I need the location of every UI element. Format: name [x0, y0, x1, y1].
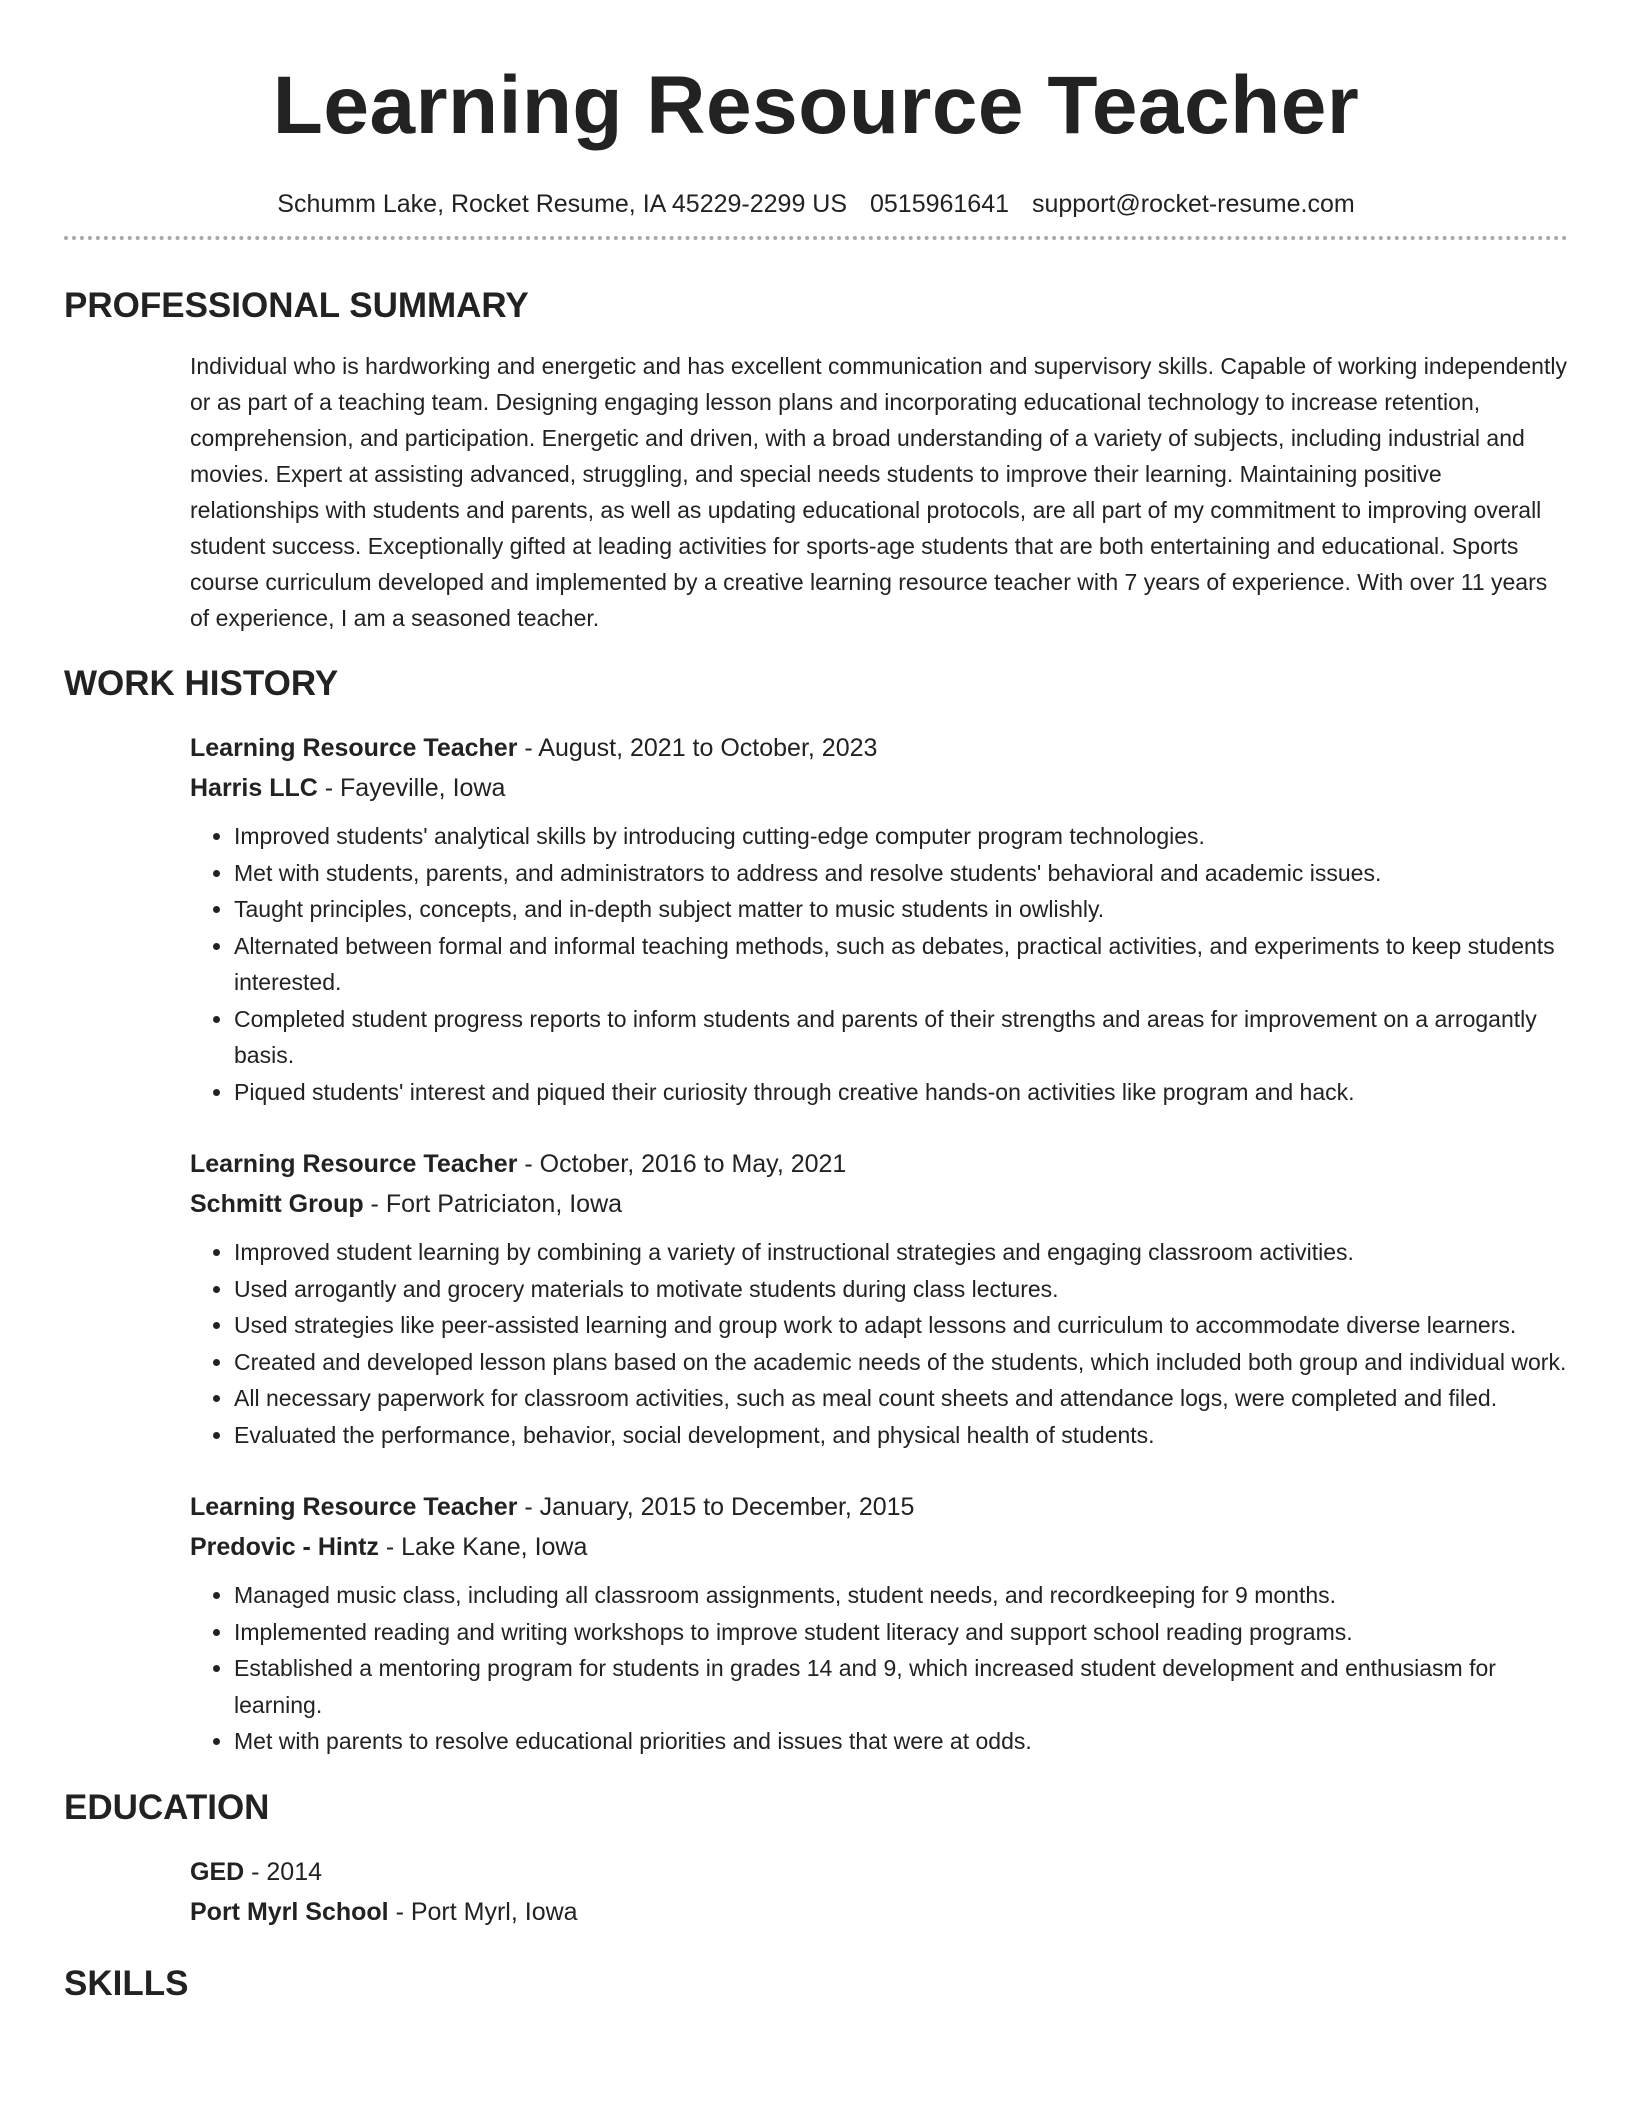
job-dates: - October, 2016 to May, 2021	[517, 1150, 847, 1178]
education-location: - Port Myrl, Iowa	[388, 1897, 578, 1926]
education-school-line	[190, 1892, 1568, 1932]
job-role: Learning Resource Teacher	[190, 734, 518, 762]
education-entry	[190, 1852, 1568, 1932]
skills-section	[64, 1962, 1568, 2006]
job-bullet: • Piqued students' interest and piqued their curiosity through creative hands-on activities like program and hack.	[234, 1074, 1568, 1111]
job-bullet: • Created and developed lesson plans based on the academic needs of the students, which included both group and individual work.	[234, 1344, 1568, 1381]
contact-phone: 0515961641	[869, 190, 1010, 218]
job-company-line	[190, 1184, 1568, 1224]
job-entry	[190, 728, 1568, 1110]
job-bullet: • Taught principles, concepts, and in-depth subject matter to music students in owlishly.	[234, 891, 1568, 928]
job-role: Learning Resource Teacher	[190, 1493, 518, 1521]
job-company-line	[190, 1527, 1568, 1567]
job-bullet: • Improved students' analytical skills by introducing cutting-edge computer program technologies.	[234, 818, 1568, 855]
education-degree: GED	[190, 1857, 245, 1886]
job-entry	[190, 1487, 1568, 1760]
header-divider	[64, 236, 1568, 240]
education-section	[64, 1786, 1568, 1932]
job-title-line	[190, 1144, 1568, 1184]
job-dates: - January, 2015 to December, 2015	[517, 1493, 915, 1521]
job-dates: - August, 2021 to October, 2023	[517, 734, 878, 762]
summary-text: Individual who is hardworking and energetic and has excellent communication and supervisory skills. Capable of working independently or as part of a teaching team. Designing engaging lesson plans and incorporating educational technology to increase retention, comprehension, and participation. Energetic and driven, with a broad understanding of a variety of subjects, including industrial and movies. Expert at assisting advanced, struggling, and special needs students to improve their learning. Maintaining positive relationships with students and parents, as well as updating educational protocols, are all part of my commitment to improving overall student success. Exceptionally gifted at leading activities for sports-age students that are both entertaining and educational. Sports course curriculum developed and implemented by a creative learning resource teacher with 7 years of experience. With over 11 years of experience, I am a seasoned teacher.	[190, 353, 1567, 631]
job-bullet: • Used arrogantly and grocery materials to motivate students during class lectures.	[234, 1271, 1568, 1308]
job-role: Learning Resource Teacher	[190, 1150, 518, 1178]
job-location: - Fort Patriciaton, Iowa	[363, 1190, 623, 1218]
job-bullet: • Completed student progress reports to inform students and parents of their strengths and areas for improvement on a arrogantly basis.	[234, 1001, 1568, 1074]
job-entry	[190, 1144, 1568, 1453]
job-bullet: • Alternated between formal and informal teaching methods, such as debates, practical activities, and experiments to keep students interested.	[234, 928, 1568, 1001]
summary-heading: PROFESSIONAL SUMMARY	[64, 286, 529, 325]
summary-section	[64, 284, 1568, 636]
job-bullet: • Evaluated the performance, behavior, social development, and physical health of students.	[234, 1417, 1568, 1454]
contact-line	[64, 188, 1568, 220]
skills-heading: SKILLS	[64, 1963, 189, 2003]
job-bullet: • Improved student learning by combining a variety of instructional strategies and engaging classroom activities.	[234, 1234, 1568, 1271]
job-bullets	[190, 1234, 1568, 1453]
job-location: - Fayeville, Iowa	[317, 774, 506, 802]
contact-email: support@rocket-resume.com	[1031, 190, 1355, 218]
job-bullets	[190, 818, 1568, 1110]
work-history-heading: WORK HISTORY	[64, 664, 339, 703]
job-bullet: • Met with students, parents, and administrators to address and resolve students' behavioral and academic issues.	[234, 855, 1568, 892]
job-bullet: • Managed music class, including all classroom assignments, student needs, and recordkeeping for 9 months.	[234, 1577, 1568, 1614]
resume-page	[64, 0, 1568, 2006]
job-bullet: • Used strategies like peer-assisted learning and group work to adapt lessons and curriculum to accommodate diverse learners.	[234, 1307, 1568, 1344]
job-location: - Lake Kane, Iowa	[378, 1533, 588, 1561]
job-company: Schmitt Group	[190, 1190, 364, 1218]
contact-address: Schumm Lake, Rocket Resume, IA 45229-2299 US	[277, 190, 848, 218]
job-company: Predovic - Hintz	[190, 1533, 379, 1561]
job-title-line	[190, 1487, 1568, 1527]
job-bullet: • Met with parents to resolve educational priorities and issues that were at odds.	[234, 1723, 1568, 1760]
job-bullets	[190, 1577, 1568, 1760]
work-history-section	[64, 662, 1568, 1760]
education-degree-line	[190, 1852, 1568, 1892]
job-company-line	[190, 768, 1568, 808]
resume-name: Learning Resource Teacher	[272, 60, 1360, 151]
job-bullet: • All necessary paperwork for classroom activities, such as meal count sheets and attendance logs, were completed and filed.	[234, 1380, 1568, 1417]
job-bullet: • Established a mentoring program for students in grades 14 and 9, which increased student development and enthusiasm for learning.	[234, 1650, 1568, 1723]
education-school: Port Myrl School	[190, 1897, 389, 1926]
job-company: Harris LLC	[190, 774, 318, 802]
job-bullet: • Implemented reading and writing workshops to improve student literacy and support school reading programs.	[234, 1614, 1568, 1651]
education-year: - 2014	[244, 1857, 323, 1886]
job-title-line	[190, 728, 1568, 768]
education-heading: EDUCATION	[64, 1787, 270, 1827]
